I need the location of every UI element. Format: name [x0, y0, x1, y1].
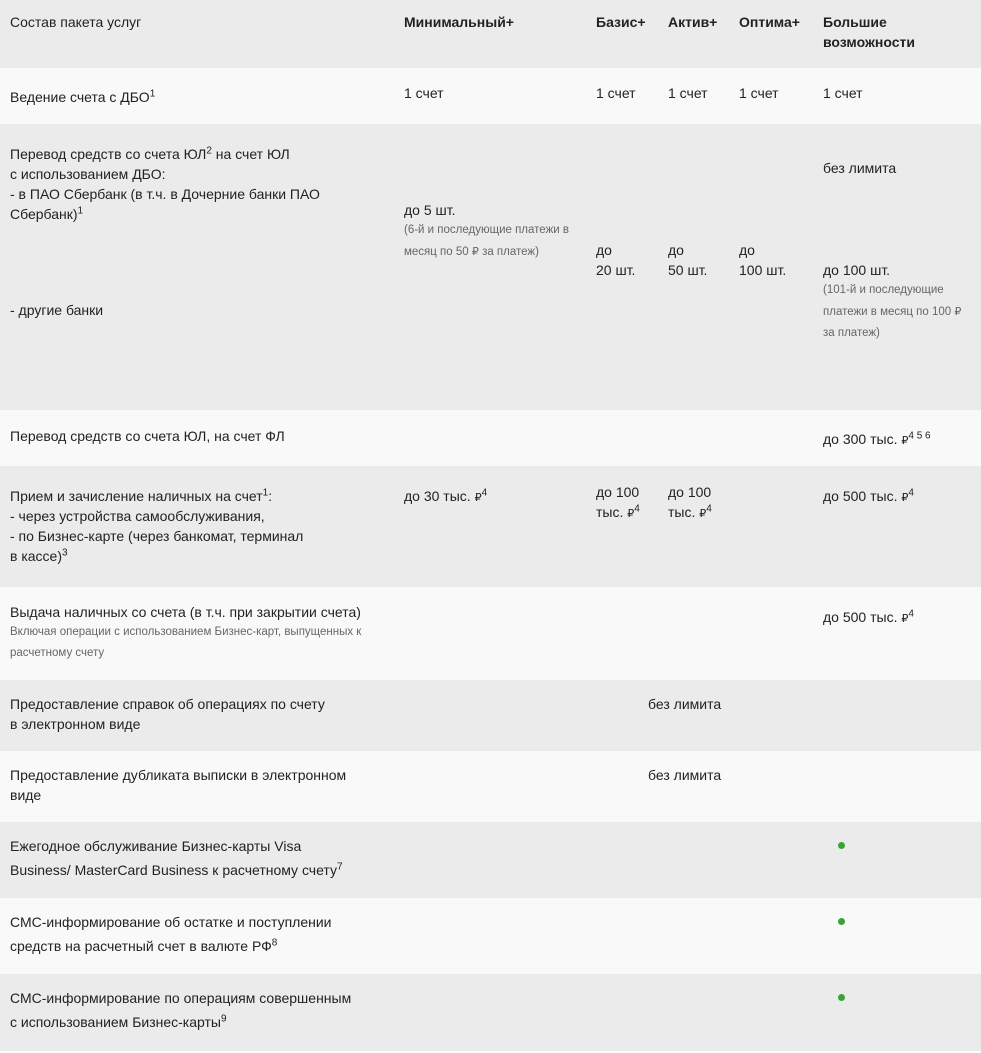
value-text: до 500 тыс.: [823, 488, 898, 504]
value-text: 100 шт.: [739, 262, 787, 278]
value-text: тыс.: [668, 504, 696, 520]
value-big: [823, 260, 978, 344]
value-text: до 30 тыс.: [404, 488, 471, 504]
value-text: до 5 шт.: [404, 202, 456, 218]
value-min: [404, 486, 589, 508]
footnote-ref: 1: [149, 88, 156, 100]
value-text: до: [596, 242, 612, 258]
table-row-sms-balance: [0, 898, 981, 974]
table-row-cash-out: [0, 587, 981, 680]
table-row-statements: [0, 680, 981, 751]
included-dot-icon: [838, 842, 845, 849]
value-all-packages: без лимита: [648, 696, 722, 712]
footnote-ref: 3: [62, 547, 68, 559]
row-label: [10, 912, 395, 956]
table-row-card-service: [0, 822, 981, 898]
row-label: [10, 486, 395, 566]
value-text: до: [668, 242, 684, 258]
row-label-text: Ежегодное обслуживание Бизнес-карты Visa: [10, 838, 302, 854]
row-label-text: Сбербанк): [10, 206, 78, 222]
value-text: до 300 тыс.: [823, 431, 898, 447]
row-label-text: - по Бизнес-карте (через банкомат, терминал: [10, 528, 304, 544]
rub-icon: ₽: [901, 491, 909, 504]
value-all-packages: без лимита: [648, 767, 722, 783]
row-label-text: :: [268, 488, 273, 504]
header-aktiv: Актив+: [668, 14, 718, 30]
value-text: до: [739, 242, 755, 258]
footnote-ref: 4: [634, 503, 640, 515]
row-label-text: Business/ MasterCard Business к расчетному счету: [10, 862, 337, 878]
header-big: Большие возможности: [823, 14, 915, 50]
value-big: 1 счет: [823, 85, 863, 101]
row-label: [10, 988, 395, 1032]
footnote-ref: 4: [908, 487, 914, 499]
row-label-text: в электронном виде: [10, 716, 141, 732]
footnote-ref: 4: [908, 608, 914, 620]
footnote-ref: 9: [220, 1013, 227, 1025]
row-label-text: в кассе): [10, 548, 62, 564]
footnote-ref: 8: [271, 937, 278, 949]
value-text: до 100: [668, 484, 712, 500]
row-label-text: виде: [10, 787, 42, 803]
row-label: [10, 694, 395, 734]
table-row-transfer-fl: [0, 410, 981, 466]
value-optima: 1 счет: [739, 85, 779, 101]
value-note: за платеж): [478, 246, 539, 258]
value-note: (6-й и последующие платежи в: [404, 224, 569, 236]
row-label-text: - в ПАО Сбербанк (в т.ч. в Дочерние банки ПАО: [10, 186, 320, 202]
value-big: [823, 486, 978, 508]
included-dot-icon: [838, 994, 845, 1001]
value-aktiv: 1 счет: [668, 85, 708, 101]
rub-icon: ₽: [954, 305, 962, 318]
table-header: [0, 0, 981, 68]
table-row-account: [0, 68, 981, 124]
included-dot-icon: [838, 918, 845, 925]
value-aktiv: [668, 240, 736, 280]
value-aktiv: [668, 482, 736, 524]
footnote-ref: 1: [262, 487, 269, 499]
footnote-ref: 4: [706, 503, 712, 515]
value-big: [823, 607, 978, 629]
row-sublabel-other-banks: - другие банки: [10, 302, 104, 318]
value-optima: [739, 240, 819, 280]
rub-icon: ₽: [474, 491, 482, 504]
value-big: [823, 429, 978, 451]
row-label-text: средств на расчетный счет в валюте РФ: [10, 938, 272, 954]
footnote-ref: 4: [481, 487, 488, 499]
rub-icon: ₽: [471, 245, 479, 258]
value-text: тыс.: [596, 504, 624, 520]
row-label-text: - через устройства самообслуживания,: [10, 508, 265, 524]
row-label: Перевод средств со счета ЮЛ, на счет ФЛ: [10, 428, 285, 444]
row-label: [10, 836, 395, 880]
row-label: [10, 144, 395, 224]
footnote-ref: 7: [336, 861, 343, 873]
value-text: до 100 шт.: [823, 262, 891, 278]
row-note: Включая операции с использованием Бизнес-карт, выпущенных к: [10, 626, 362, 638]
row-label-text: СМС-информирование по операциям совершенным: [10, 990, 352, 1006]
value-note: (101-й и последующие: [823, 284, 944, 296]
row-label-text: с использованием Бизнес-карты: [10, 1014, 221, 1030]
value-text: до 500 тыс.: [823, 609, 898, 625]
value-big-own-bank: без лимита: [823, 160, 897, 176]
row-label-text: Выдача наличных со счета (в т.ч. при закрытии счета): [10, 604, 361, 620]
footnote-ref: 1: [77, 205, 84, 217]
footnote-ref: 4 5 6: [908, 430, 931, 442]
value-note: месяц по 50: [404, 246, 469, 258]
header-min: Минимальный+: [404, 14, 514, 30]
header-service: Состав пакета услуг: [10, 14, 142, 30]
rub-icon: ₽: [901, 434, 909, 447]
row-label: [10, 602, 395, 664]
row-label-text: Предоставление дубликата выписки в электронном: [10, 767, 347, 783]
value-text: до 100: [596, 484, 640, 500]
row-note: расчетному счету: [10, 647, 105, 659]
rub-icon: ₽: [901, 612, 909, 625]
value-text: 20 шт.: [596, 262, 636, 278]
value-text: 50 шт.: [668, 262, 708, 278]
row-label-text: на счет ЮЛ: [211, 146, 290, 162]
rub-icon: ₽: [627, 507, 635, 520]
value-min: 1 счет: [404, 85, 444, 101]
header-optima: Оптима+: [739, 14, 800, 30]
value-note: платежи в месяц по 100: [823, 306, 952, 318]
row-label-text: СМС-информирование об остатке и поступлении: [10, 914, 332, 930]
header-basis: Базис+: [596, 14, 646, 30]
row-label-text: Прием и зачисление наличных на счет: [10, 488, 263, 504]
table-row-cash-in: [0, 466, 981, 587]
row-label-text: с использованием ДБО:: [10, 166, 166, 182]
value-note: за платеж): [823, 327, 880, 339]
value-min: [404, 200, 589, 263]
table-row-duplicate: [0, 751, 981, 822]
row-label: [10, 87, 395, 107]
table-row-transfer-ul: [0, 124, 981, 410]
footnote-ref: 2: [206, 145, 212, 157]
rub-icon: ₽: [699, 507, 707, 520]
value-basis: 1 счет: [596, 85, 636, 101]
table-row-sms-card: [0, 974, 981, 1051]
row-label-text: Ведение счета с ДБО: [10, 89, 150, 105]
row-label: [10, 765, 395, 805]
row-label-text: Предоставление справок об операциях по счету: [10, 696, 325, 712]
value-basis: [596, 482, 664, 524]
value-basis: [596, 240, 664, 280]
row-label-text: Перевод средств со счета ЮЛ: [10, 146, 207, 162]
